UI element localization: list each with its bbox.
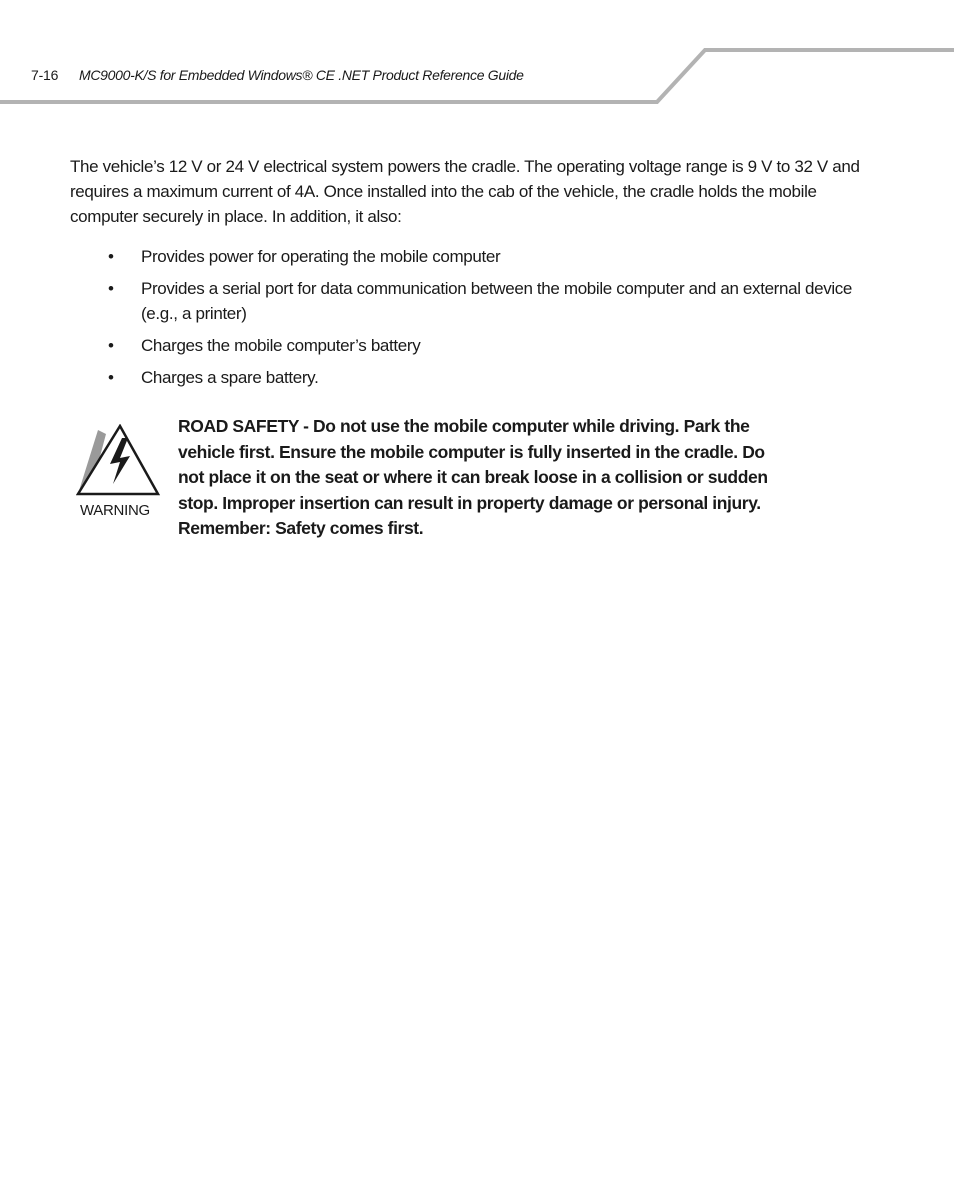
warning-label: WARNING [80,502,150,519]
document-title: MC9000-K/S for Embedded Windows® CE .NET Product Reference Guide [79,67,524,83]
warning-text: ROAD SAFETY - Do not use the mobile computer while driving. Park the vehicle first. Ensure the mobile computer is fully inserted in the cradle. Do not place it on the seat or where it can break loose in a collision or sudden stop. Improper insertion can result in property damage or personal injury. Remember: Safety comes first. [178,416,768,538]
bullet-glyph: • [108,368,114,387]
list-item-text: Charges a spare battery. [141,368,319,387]
list-item [70,365,860,390]
intro-paragraph: The vehicle’s 12 V or 24 V electrical system powers the cradle. The operating voltage range is 9 V to 32 V and requires a maximum current of 4A. Once installed into the cab of the vehicle, the cradle holds the mobile computer securely in place. In addition, it also: [70,157,860,226]
bullet-glyph: • [108,279,114,298]
list-item [70,276,860,326]
high-voltage-warning-icon [76,424,162,500]
header-rule [0,0,954,110]
list-item-text: Provides a serial port for data communication between the mobile computer and an external device (e.g., a printer) [141,279,853,323]
bullet-glyph: • [108,247,114,266]
list-item-text: Provides power for operating the mobile computer [141,247,501,266]
bullet-glyph: • [108,336,114,355]
page-header [0,0,954,110]
list-item [70,244,860,269]
feature-list [70,244,860,397]
page-number: 7-16 [31,67,59,83]
list-item [70,333,860,358]
list-item-text: Charges the mobile computer’s battery [141,336,421,355]
